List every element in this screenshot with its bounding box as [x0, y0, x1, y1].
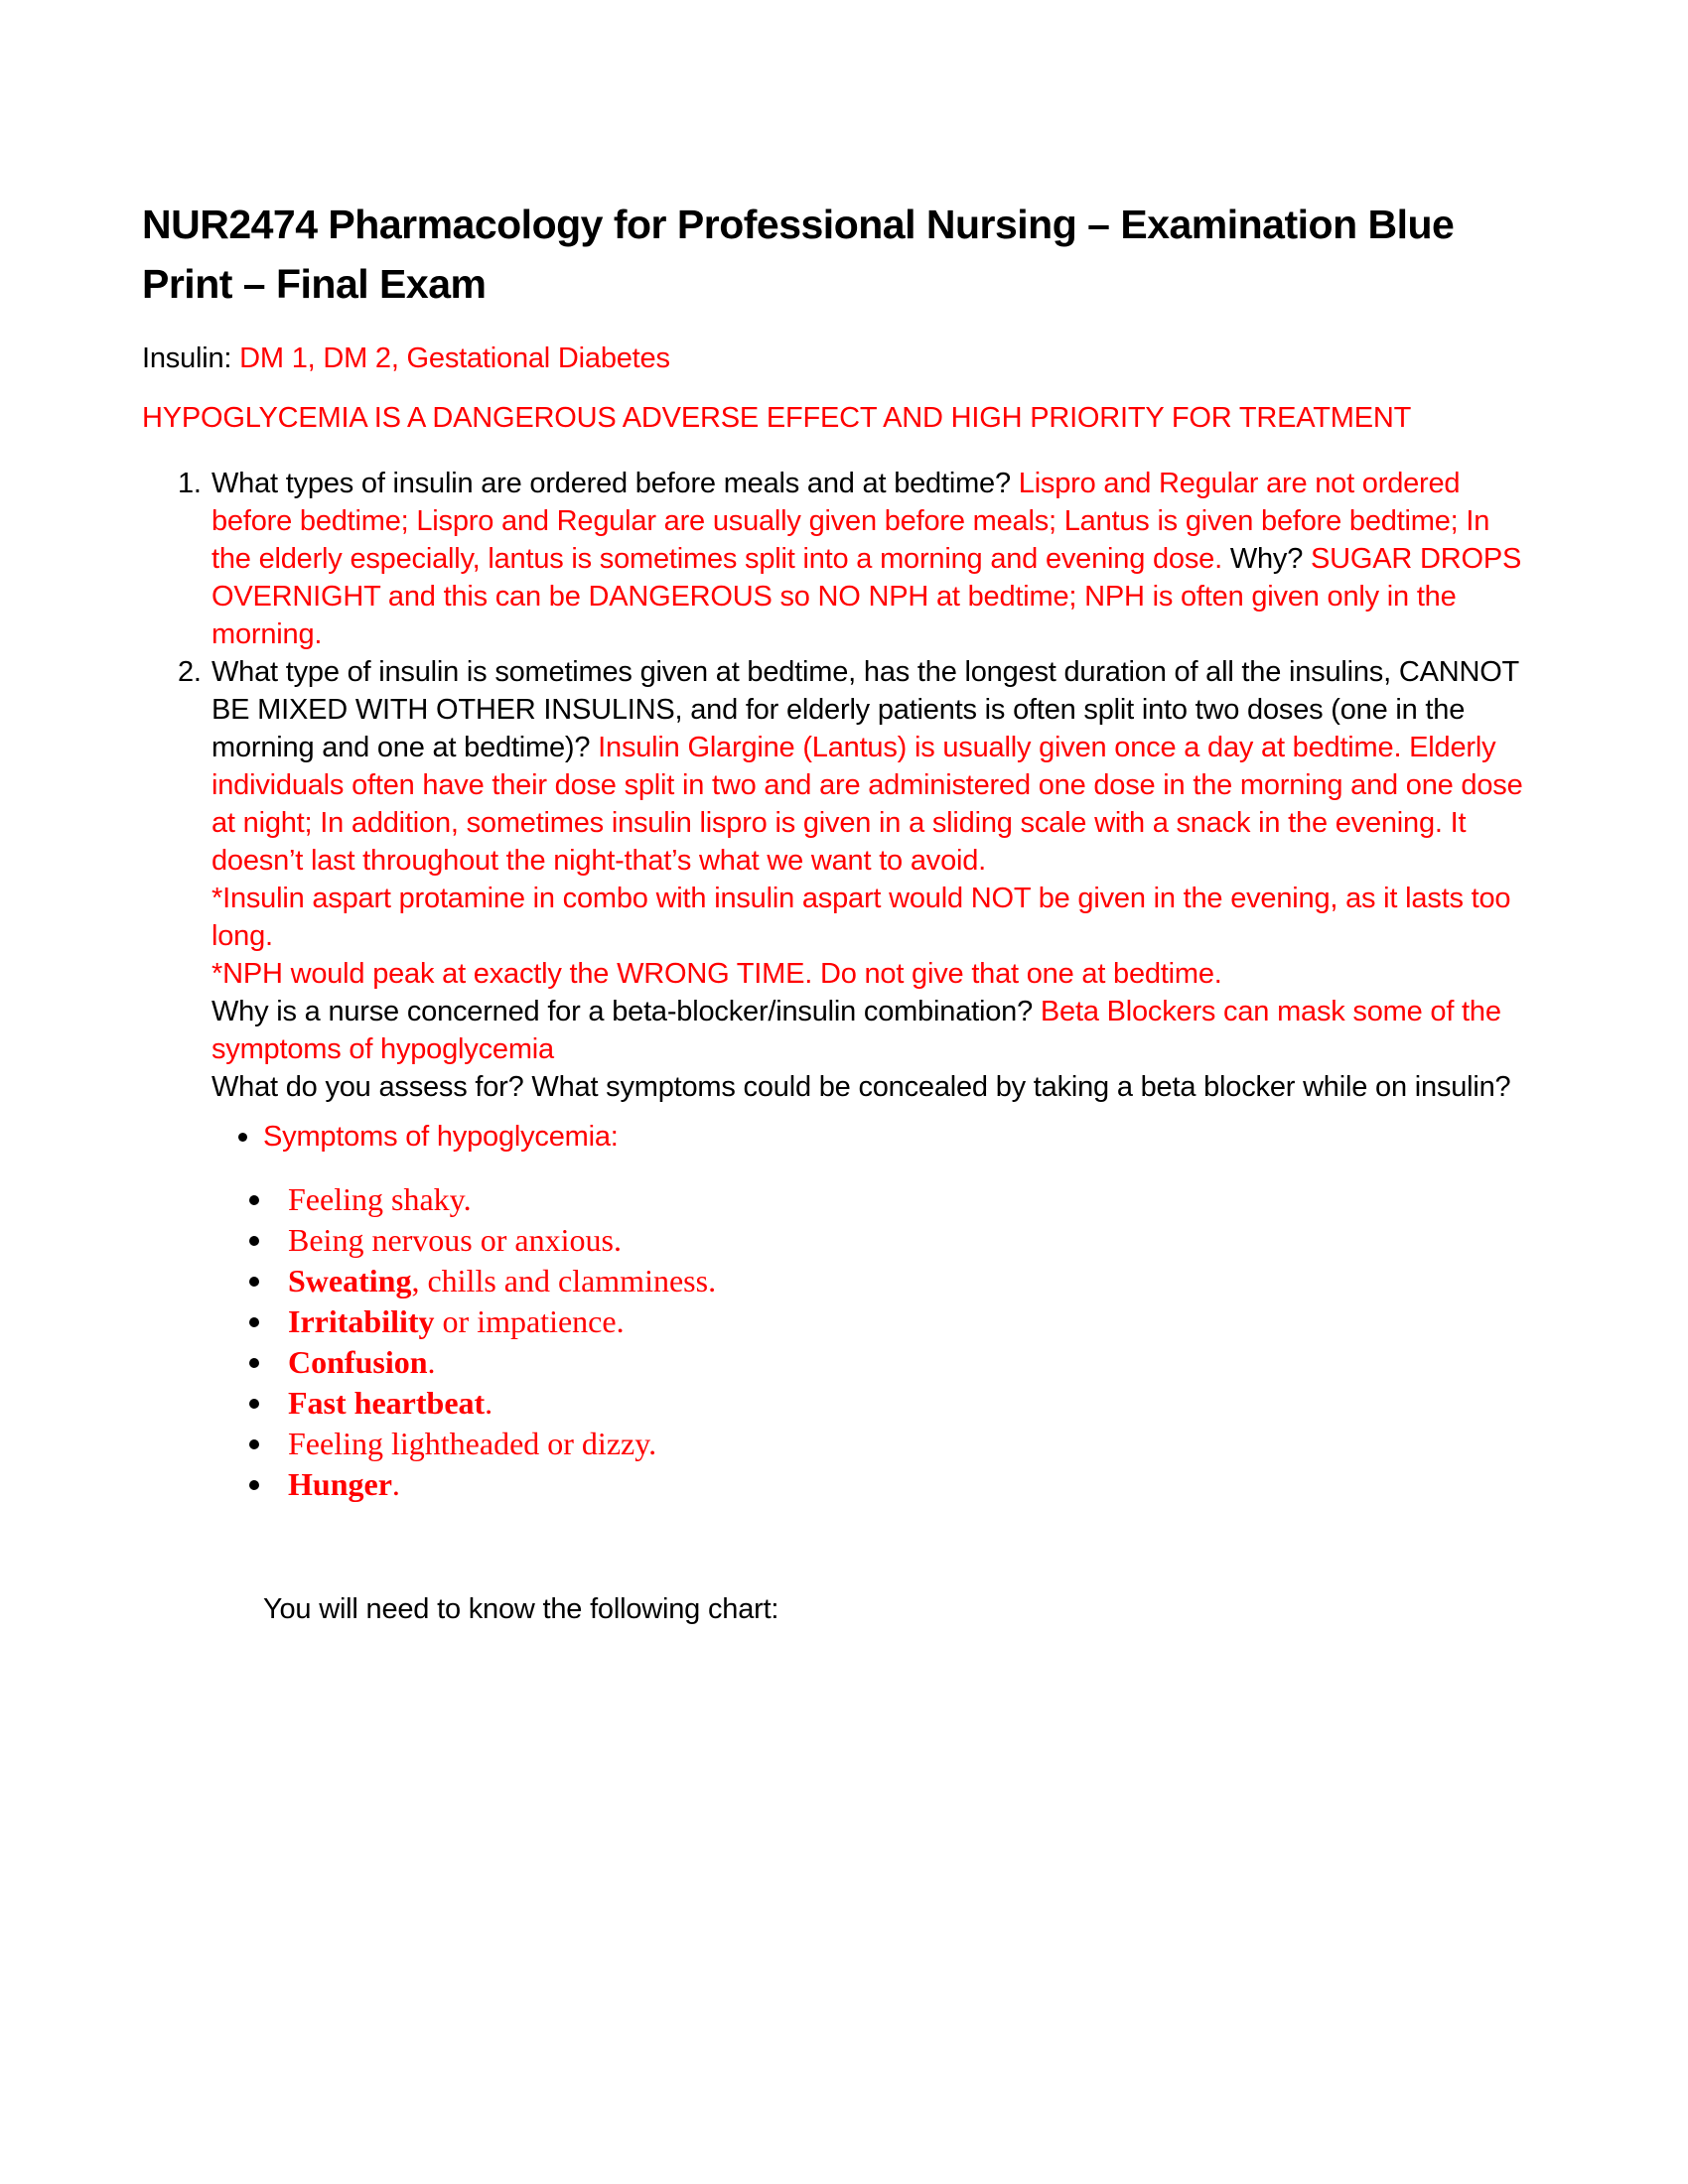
text-run: What types of insulin are ordered before meals and at bedtime?: [211, 468, 1019, 499]
text-run: Beta Blockers can mask some of the symptoms of hypoglycemia: [211, 996, 1501, 1065]
symptom-item-text: [288, 1342, 1527, 1383]
text-run: Feeling shaky.: [288, 1181, 472, 1217]
symptom-list: [142, 1179, 1527, 1505]
symptom-item-text: [288, 1261, 1527, 1301]
document-content: [142, 195, 1527, 1628]
text-run: Hunger: [288, 1466, 392, 1502]
insulin-topic-line: [142, 340, 1527, 377]
text-run: What type of insulin is sometimes given at bedtime, has the longest duration of all the insulins, CANNOT BE MIXED WITH OTHER INSULINS, and for elderly patients is often split into two doses (one in the morning and one at bedtime)?: [211, 656, 1519, 763]
text-run: Symptoms of hypoglycemia:: [263, 1121, 619, 1153]
text-run: Confusion: [288, 1344, 428, 1380]
bullet-icon: [238, 1133, 247, 1142]
symptom-item-text: [288, 1383, 1527, 1424]
text-run: Irritability: [288, 1303, 435, 1339]
symptom-item: [142, 1220, 1527, 1261]
question-item-2-text: [211, 653, 1527, 1106]
bullet-icon: [249, 1277, 259, 1287]
bullet-icon: [249, 1480, 259, 1490]
hypoglycemia-warning-line: [142, 399, 1527, 437]
text-run: Fast heartbeat: [288, 1385, 486, 1421]
text-run: Why is a nurse concerned for a beta-blocker/insulin combination?: [211, 996, 1041, 1027]
text-run: Sweating: [288, 1263, 412, 1298]
symptom-item: [142, 1464, 1527, 1505]
text-run: Insulin:: [142, 342, 240, 374]
symptom-header-list: [142, 1118, 1527, 1156]
text-run: or impatience.: [434, 1303, 625, 1339]
symptom-item-text: [288, 1424, 1527, 1464]
bullet-icon: [249, 1195, 259, 1205]
text-run: .: [391, 1466, 400, 1502]
text-run: , chills and clamminess.: [411, 1263, 717, 1298]
text-run: Insulin Glargine (Lantus) is usually given once a day at bedtime. Elderly individuals often have their dose split in two and are administered one dose in the morning and one dose at night; In addition, sometimes insulin lispro is given in a sliding scale with a snack in the evening. It doesn’t last throughout the night-that’s what we want to avoid.: [211, 732, 1523, 877]
text-run: Being nervous or anxious.: [288, 1222, 622, 1258]
bullet-icon: [249, 1439, 259, 1449]
question-item-1: [142, 465, 1527, 653]
symptom-item-text: [288, 1464, 1527, 1505]
chart-note-line: You will need to know the following chart:: [263, 1593, 779, 1625]
symptom-item: [142, 1261, 1527, 1301]
symptom-header-item: [142, 1118, 1527, 1156]
bullet-icon: [249, 1399, 259, 1409]
text-run: .: [485, 1385, 493, 1421]
text-run: Why?: [1229, 543, 1311, 575]
question-item-2: [142, 653, 1527, 1106]
text-run: What do you assess for? What symptoms could be concealed by taking a beta blocker while on insulin?: [211, 1071, 1511, 1103]
text-run: HYPOGLYCEMIA IS A DANGEROUS ADVERSE EFFECT AND HIGH PRIORITY FOR TREATMENT: [142, 402, 1412, 434]
symptom-item: [142, 1301, 1527, 1342]
symptom-item-text: [288, 1301, 1527, 1342]
symptom-header-text: [263, 1118, 1527, 1156]
symptom-item: [142, 1179, 1527, 1220]
text-run: SUGAR DROPS OVERNIGHT and this can be DANGEROUS so NO NPH at bedtime; NPH is often given only in the morning.: [211, 543, 1522, 650]
bullet-icon: [249, 1317, 259, 1327]
text-run: DM 1, DM 2, Gestational Diabetes: [239, 342, 670, 374]
symptom-item: [142, 1342, 1527, 1383]
text-run: Lispro and Regular are not ordered before bedtime; Lispro and Regular are usually given before meals; Lantus is given before bedtime; In the elderly especially, lantus is sometimes split into a morning and evening dose.: [211, 468, 1490, 575]
document-title: NUR2474 Pharmacology for Professional Nursing – Examination Blue Print – Final Exam: [142, 202, 1455, 307]
text-run: .: [427, 1344, 436, 1380]
symptom-item-text: [288, 1220, 1527, 1261]
bullet-icon: [249, 1236, 259, 1246]
question-list: [142, 465, 1527, 1106]
symptom-item: [142, 1424, 1527, 1464]
symptom-item: [142, 1383, 1527, 1424]
text-run: Feeling lightheaded or dizzy.: [288, 1426, 657, 1461]
text-run: *Insulin aspart protamine in combo with insulin aspart would NOT be given in the evening, as it lasts too long.: [211, 883, 1511, 952]
symptom-item-text: [288, 1179, 1527, 1220]
question-item-1-text: [211, 465, 1527, 653]
bullet-icon: [249, 1358, 259, 1368]
list-number: 2.: [178, 656, 202, 688]
list-number: 1.: [178, 468, 202, 499]
text-run: *NPH would peak at exactly the WRONG TIME. Do not give that one at bedtime.: [211, 958, 1222, 990]
